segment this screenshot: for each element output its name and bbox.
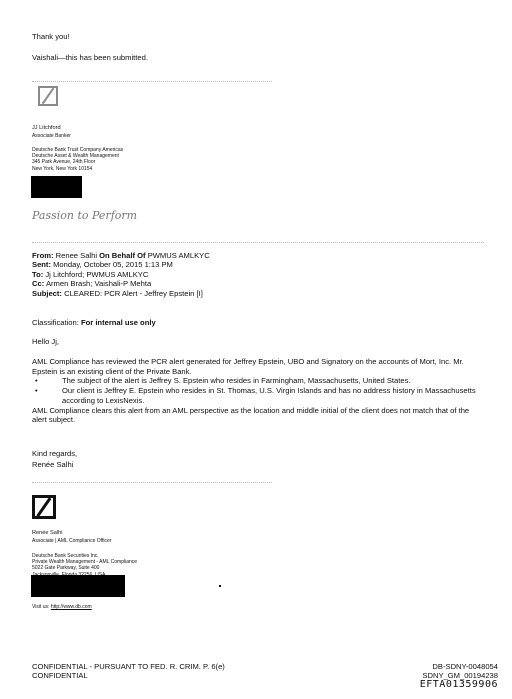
email-header xyxy=(32,251,210,298)
db-website-link[interactable]: http://www.db.com xyxy=(50,604,92,610)
bates-efta: EFTA01359906 xyxy=(419,679,498,690)
sig1-address xyxy=(32,147,123,172)
classification xyxy=(32,318,156,328)
visit-line xyxy=(32,604,92,610)
on-behalf-label: On Behalf Of xyxy=(99,251,146,260)
sent-value: Monday, October 05, 2015 1:13 PM xyxy=(53,260,173,270)
from-value: Renee Salhi xyxy=(55,251,98,260)
signoff-name: Renée Salhi xyxy=(32,460,74,469)
to-row xyxy=(32,270,210,279)
bates-sdny-gm: SDNY_GM_00194238 xyxy=(422,671,498,680)
cc-value: Armen Brash; Vaishali-P Mehta xyxy=(45,279,152,289)
sig1-address-line: Deutsche Bank Trust Company Americas xyxy=(32,147,124,153)
subject-value: CLEARED: PCR Alert - Jeffrey Epstein [I] xyxy=(64,288,203,298)
tagline: Passion to Perform xyxy=(32,209,138,222)
bates-db-sdny: DB-SDNY-0048054 xyxy=(432,662,498,671)
from-label: From: xyxy=(32,251,54,260)
from-org: PWMUS AMLKYC xyxy=(147,251,210,260)
sig2-address-line: Private Wealth Management - AML Compliance xyxy=(32,559,138,566)
sent-row xyxy=(32,260,210,269)
thank-you-line: Thank you! xyxy=(32,32,70,41)
sig1-address-line: Deutsche Asset & Wealth Management xyxy=(32,153,119,160)
divider xyxy=(32,242,484,243)
sig2-address-line: 5022 Gate Parkway, Suite 400 xyxy=(32,565,100,572)
deutsche-bank-logo-icon xyxy=(32,495,56,519)
speck-mark xyxy=(219,585,221,587)
footer-right xyxy=(420,662,498,689)
footer-left xyxy=(32,662,225,680)
to-value: Jj Litchford; PWMUS AMLKYC xyxy=(45,269,149,279)
closing-line: Kind regards, xyxy=(32,449,78,458)
to-label: To: xyxy=(32,269,44,279)
list-item: • Our client is Jeffrey E. Epstein who resides in St. Thomas, U.S. Virgin Islands and has no address history in Massachusetts according to LexisNexis. xyxy=(32,386,484,405)
redaction-block xyxy=(31,176,82,198)
sig2-title: Associate | AML Compliance Officer xyxy=(32,538,112,544)
submitted-line: Vaishali—this has been submitted. xyxy=(32,53,148,62)
from-row xyxy=(32,251,210,260)
deutsche-bank-logo-icon xyxy=(38,86,58,106)
sig2-address-line: Deutsche Bank Securities Inc. xyxy=(32,553,99,559)
sent-label: Sent: xyxy=(32,260,51,270)
visit-label: Visit us: xyxy=(32,604,50,610)
greeting: Hello Jj, xyxy=(32,337,60,346)
sig1-address-line: 345 Park Avenue, 24th Floor xyxy=(32,159,96,166)
sig1-address-line: New York, New York 10154 xyxy=(32,165,93,172)
footer-confidential: CONFIDENTIAL xyxy=(32,671,88,680)
sig1-name: JJ Litchford xyxy=(32,125,61,131)
body-paragraph: AML Compliance has reviewed the PCR alert generated for Jeffrey Epstein, UBO and Signatory on the accounts of Mort, Inc. Mr. Epstein is an existing client of the Private Bank. xyxy=(32,357,464,376)
divider xyxy=(32,482,272,483)
closing xyxy=(32,448,77,470)
sig2-name: Renée Salhi xyxy=(32,530,63,536)
footer-confidential-rule: CONFIDENTIAL - PURSUANT TO FED. R. CRIM. P. 6(e) xyxy=(32,662,225,671)
subject-row xyxy=(32,289,210,298)
email-body xyxy=(32,357,484,425)
cc-row xyxy=(32,279,210,288)
sig1-title: Associate Banker xyxy=(32,133,71,139)
subject-label: Subject: xyxy=(32,288,62,298)
divider xyxy=(32,81,272,82)
classification-label: Classification: xyxy=(32,318,79,327)
list-item: • The subject of the alert is Jeffrey S. Epstein who resides in Farmingham, Massachusetts, United States. xyxy=(32,376,484,386)
redaction-block xyxy=(31,575,125,597)
body-paragraph: AML Compliance clears this alert from an AML perspective as the location and middle initial of the client does not match that of the alert subject. xyxy=(32,405,470,425)
cc-label: Cc: xyxy=(32,279,45,289)
classification-value: For internal use only xyxy=(80,318,156,327)
